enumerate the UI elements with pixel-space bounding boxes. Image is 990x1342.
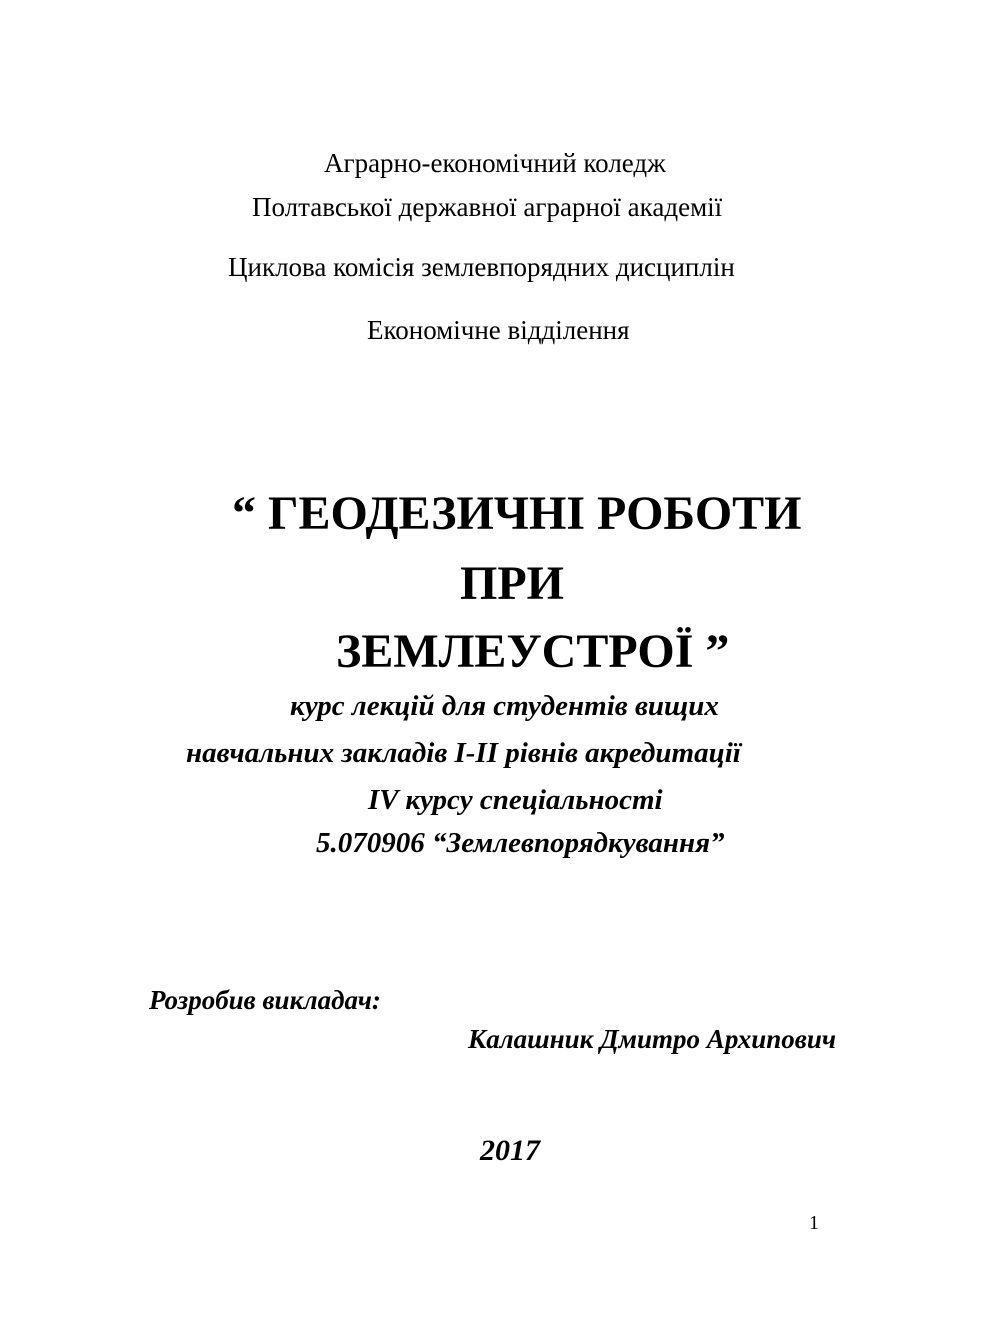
subtitle-line-2: навчальних закладів І-ІІ рівнів акредитації bbox=[186, 737, 741, 769]
subtitle-line-3: IV курсу спеціальності bbox=[368, 784, 663, 816]
department-name: Економічне відділення bbox=[367, 315, 630, 345]
subtitle-line-1: курс лекцій для студентів вищих bbox=[290, 690, 719, 722]
document-title-line-2: ПРИ bbox=[460, 557, 564, 610]
author-label: Розробив викладач: bbox=[149, 985, 381, 1015]
institution-name-line-2: Полтавської державної аграрної академії bbox=[252, 192, 723, 222]
page-number: 1 bbox=[809, 1212, 819, 1234]
publication-year: 2017 bbox=[480, 1134, 540, 1167]
subtitle-line-4: 5.070906 “Землевпорядкування” bbox=[316, 827, 725, 859]
author-name: Калашник Дмитро Архипович bbox=[468, 1024, 837, 1054]
document-title-line-1: “ ГЕОДЕЗИЧНІ РОБОТИ bbox=[232, 487, 802, 540]
commission-name: Циклова комісія землевпорядних дисциплін bbox=[228, 252, 735, 282]
institution-name-line-1: Аграрно-економічний коледж bbox=[324, 148, 666, 178]
document-title-line-3: ЗЕМЛЕУСТРОЇ ” bbox=[336, 625, 730, 678]
